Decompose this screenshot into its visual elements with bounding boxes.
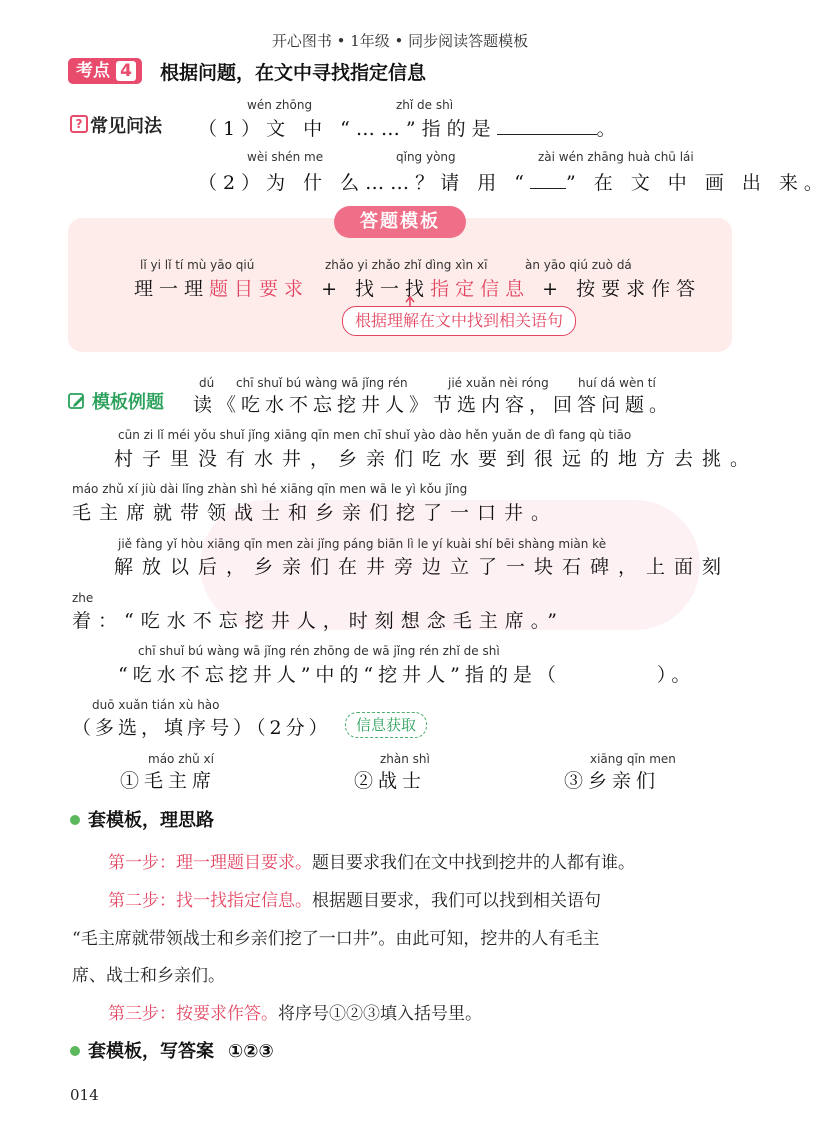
template-note: 根据理解在文中找到相关语句	[342, 306, 576, 336]
question-pinyin: chī shuǐ bú wàng wā jǐng rén zhōng de wā jǐng rén zhǐ de shì	[138, 644, 500, 658]
tpl-step1b: 题目要求	[209, 278, 310, 300]
intro-pinyin-2: chī shuǐ bú wàng wā jǐng rén	[236, 376, 408, 390]
q1-text-c: 。	[596, 118, 622, 140]
option-2-pinyin: zhàn shì	[380, 752, 430, 766]
line3-pinyin: jiě fàng yǐ hòu xiāng qīn men zài jǐng páng biān lì le yí kuài shí bēi shàng miàn kè	[118, 537, 607, 551]
step-2-text-3: 席、战士和乡亲们。	[72, 966, 225, 986]
example-intro: 读《吃水不忘挖井人》节选内容，回答问题。	[193, 394, 674, 416]
answer-section	[88, 1037, 274, 1063]
q2-pinyin-3: zài wén zhāng huà chū lái	[538, 150, 694, 164]
tpl-pinyin-3: àn yāo qiú zuò dá	[525, 258, 632, 272]
tpl-plus-1: +	[321, 278, 343, 300]
option-1-pinyin: máo zhǔ xí	[148, 752, 214, 766]
tpl-step3: 按要求作答	[576, 278, 702, 300]
kaodian-title: 根据问题，在文中寻找指定信息	[160, 62, 427, 84]
tpl-step2a: 找一找	[355, 278, 431, 300]
question-icon: ?	[70, 115, 88, 133]
q1-blank	[497, 134, 597, 135]
section-dot	[70, 815, 80, 825]
line2-pinyin: máo zhǔ xí jiù dài lǐng zhàn shì hé xiāng qīn men wā le yì kǒu jǐng	[72, 482, 468, 496]
tpl-plus-2: +	[542, 278, 565, 300]
passage-line-1: 村子里没有水井，乡亲们吃水要到很远的地方去挑。	[114, 448, 759, 470]
page-number: 014	[70, 1086, 99, 1104]
q1-text-b: 指的是	[421, 118, 497, 140]
answer-value: ①②③	[228, 1041, 274, 1062]
section-dot-2	[70, 1046, 80, 1056]
page-header: 开心图书 • 1年级 • 同步阅读答题模板	[271, 32, 529, 50]
q2-pinyin-1: wèi shén me	[247, 150, 324, 164]
tpl-step2b: 指定信息	[430, 278, 531, 300]
step-1-text: 题目要求我们在文中找到挖井的人都有谁。	[312, 853, 635, 873]
step-3-text: 将序号①②③填入括号里。	[278, 1004, 482, 1024]
info-tag: 信息获取	[345, 712, 427, 738]
analysis-heading: 套模板，理思路	[88, 810, 214, 831]
q1-pinyin-2: zhǐ de shì	[396, 98, 454, 112]
q1-pinyin-1: wén zhōng	[247, 98, 313, 112]
intro-pinyin-4: huí dá wèn tí	[578, 376, 656, 390]
step-2-text-2: “毛主席就带领战士和乡亲们挖了一口井”。由此可知，挖井的人有毛主	[72, 929, 600, 949]
question-1	[198, 114, 622, 141]
q1-text-a: （1）文 中 “……”	[198, 118, 422, 140]
tpl-pinyin-1: lǐ yi lǐ tí mù yāo qiú	[140, 258, 255, 272]
req-pinyin: duō xuǎn tián xù hào	[92, 698, 220, 712]
example-requirement: （多选，填序号）（2分）	[72, 717, 332, 739]
step-1	[108, 848, 635, 873]
step-2-label: 第二步：找一找指定信息。	[108, 891, 312, 911]
q2-text-a: （2）为 什 么……？	[198, 172, 441, 194]
option-2: ②战士	[354, 770, 427, 792]
template-tag: 答题模板	[334, 206, 466, 238]
step-2-text: 根据题目要求，我们可以找到相关语句	[312, 891, 601, 911]
q2-blank	[530, 188, 566, 189]
step-3	[108, 999, 482, 1024]
wenfa-label: 常见问法	[90, 116, 162, 137]
answer-heading: 套模板，写答案	[88, 1041, 214, 1062]
tpl-step1a: 理一理	[134, 278, 210, 300]
pencil-icon	[68, 392, 86, 410]
step-2	[108, 886, 601, 911]
kaodian-label: 考点	[76, 61, 110, 81]
question-2	[198, 168, 829, 195]
passage-line-3: 解放以后，乡亲们在井旁边立了一块石碑，上面刻	[114, 556, 731, 578]
q2-pinyin-2: qǐng yòng	[396, 150, 456, 164]
passage-line-2: 毛主席就带领战士和乡亲们挖了一口井。	[72, 502, 559, 524]
kaodian-badge	[68, 58, 142, 84]
line4-pinyin: zhe	[72, 591, 94, 605]
step-1-label: 第一步：理一理题目要求。	[108, 853, 312, 873]
option-3: ③乡亲们	[564, 770, 661, 792]
intro-pinyin-1: dú	[199, 376, 215, 390]
step-3-label: 第三步：按要求作答。	[108, 1004, 278, 1024]
passage-line-4: 着：“吃水不忘挖井人，时刻想念毛主席。”	[72, 610, 564, 632]
option-1: ①毛主席	[120, 770, 217, 792]
line1-pinyin: cūn zi lǐ méi yǒu shuǐ jǐng xiāng qīn men chī shuǐ yào dào hěn yuǎn de dì fang qù tiāo	[118, 428, 632, 442]
q2-text-b: 请 用 “	[440, 172, 530, 194]
kaodian-number: 4	[116, 61, 136, 81]
example-label: 模板例题	[92, 392, 164, 413]
option-3-pinyin: xiāng qīn men	[590, 752, 676, 766]
tpl-pinyin-2: zhǎo yi zhǎo zhǐ dìng xìn xī	[325, 258, 488, 272]
q2-text-c: ” 在 文 中 画 出 来。	[565, 172, 829, 194]
intro-pinyin-3: jié xuǎn nèi róng	[448, 376, 549, 390]
example-question: “吃水不忘挖井人”中的“挖井人”指的是（ ）。	[118, 664, 696, 686]
